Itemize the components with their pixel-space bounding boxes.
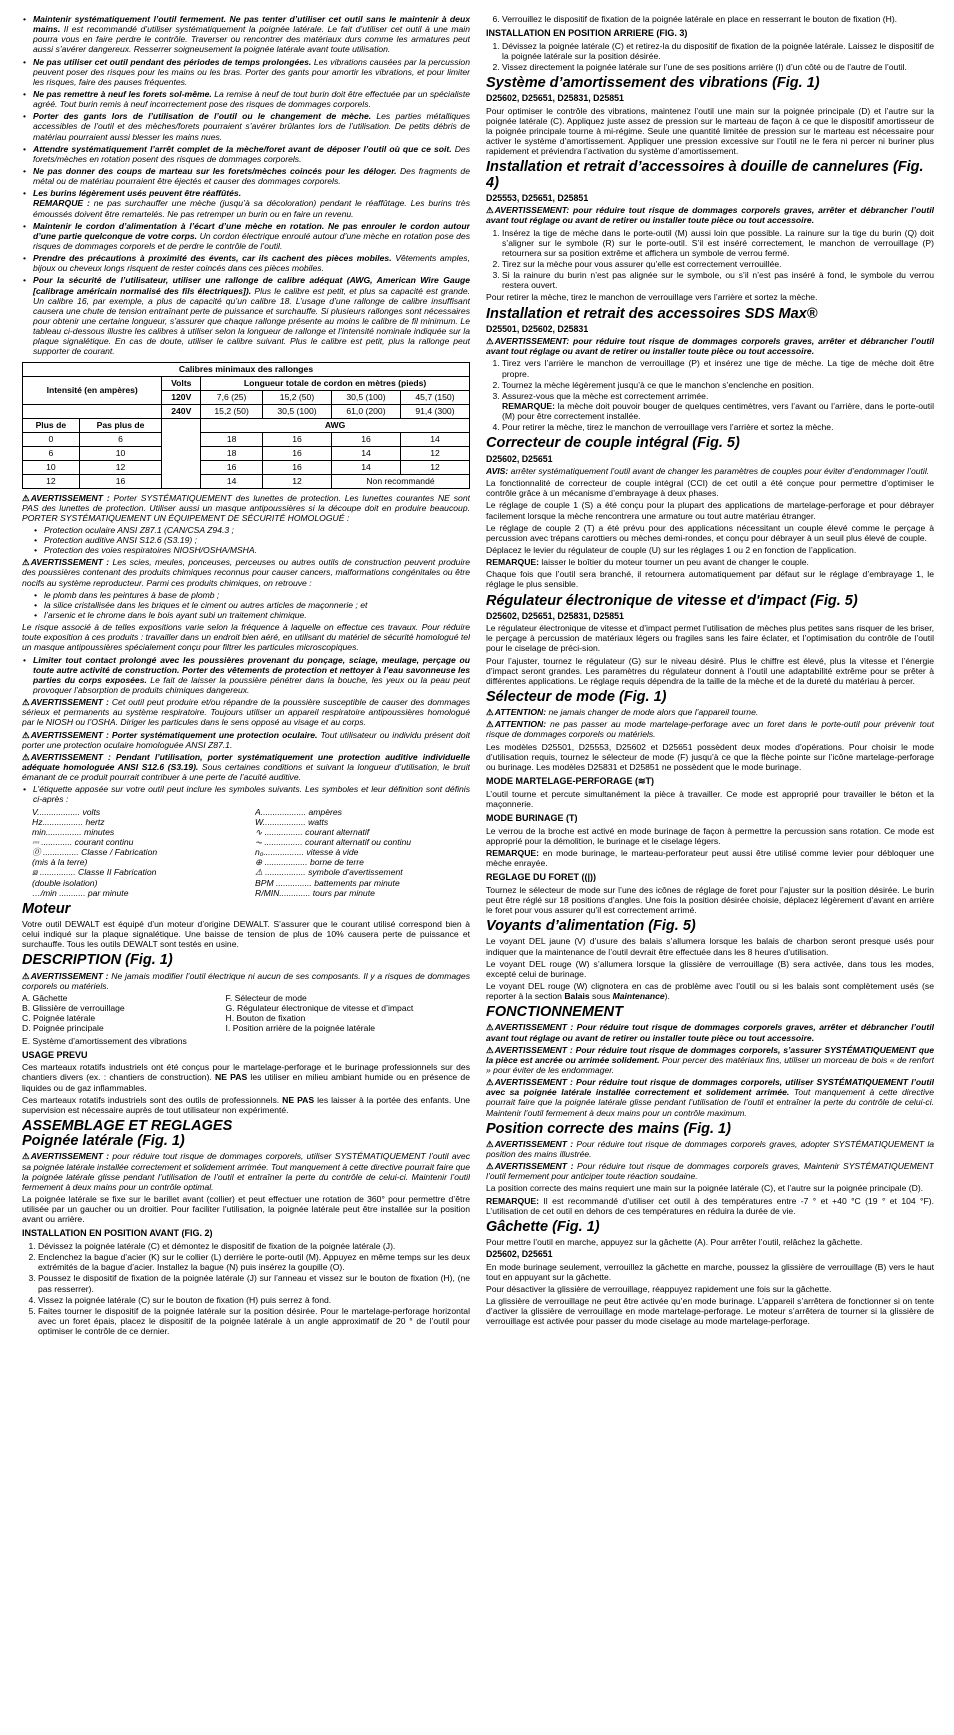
section-heading-moteur: Moteur: [22, 900, 71, 917]
table-intensity-header: Intensité (en ampères): [23, 376, 162, 404]
section-heading-description: DESCRIPTION (Fig. 1): [22, 952, 173, 969]
safety-bullet: • Porter des gants lors de l’utilisation de l’outil ou le changement de mèche. Les parties métalliques accessibles de l’outil et des mèches/forets pourraient s’avérer brûlantes lors de l’utilisation. De petits débris de matériau pourraient aussi blesser les mains nues.: [33, 111, 470, 141]
gachette-paragraph: La glissière de verrouillage ne peut être activée qu’en mode burinage. L’appareil s’arrêtera de fonctionner si on tente d’activer la glissière de verrouillage en mode martelage-perforage. Le moteur s’arrêtera de tourner si la glissière de verrouillage est activée pour passer du mode ciselage au mode martelage-perforage.: [486, 1296, 934, 1327]
cannelures-steps: [486, 228, 934, 291]
list-item: 4. Pour retirer la mèche, tirez le manchon de verrouillage vers l’arrière et sortez la mèche.: [502, 422, 934, 432]
warning-icon: ⚠: [486, 1161, 494, 1172]
voyants-paragraph: Le voyant DEL rouge (W) s’allumera lorsque la glissière de verrouillage (B) sera activée, dans tous les modes, excepté celui de burinage.: [486, 958, 934, 979]
voyants-paragraph: Le voyant DEL rouge (W) clignotera en cas de problème avec l’outil ou si les balais sont complètement usés (se reporter à la section Balais sous Maintenance).: [486, 980, 934, 1002]
safety-bullet: • Ne pas donner des coups de marteau sur les forets/mèches coincés pour les déloger. Des fragments de métal ou de matériau pourraient être éjectés et causer des dommages corporels.: [33, 166, 470, 186]
couple-paragraph: Chaque fois que l’outil sera branché, il retournera automatiquement par défaut sur le réglage d’embrayage 1, le réglage le plus sensible.: [486, 569, 934, 590]
table-cell: Plus de: [23, 418, 80, 432]
table-cell: 30,5 (100): [263, 404, 332, 418]
safety-bullet: • Maintenir systématiquement l’outil fermement. Ne pas tenter d’utiliser cet outil sans le maintenir à deux mains. Il est recommandé d’utiliser systématiquement la poignée latérale. Le fait d’utiliser cet outil à une main pourra vous en faire perdre le contrôle. Traverser ou rencontrer des matériaux durs comme les armatures peut aussi s’avérer dangereux. Resserrer soigneusement la poignée latérale avant toute utilisation.: [33, 14, 470, 55]
model-numbers: D25553, D25651, D25851: [486, 192, 589, 203]
burinage-paragraph: Le verrou de la broche est activé en mode burinage de façon à permettre la percussion sans rotation. Ce mode est approprié pour la démolition, le burinage et le ciselage légers.: [486, 825, 934, 846]
section-heading-voyants: Voyants d’alimentation (Fig. 5): [486, 918, 696, 935]
avant-steps-cont: [486, 14, 934, 24]
list-item: 6. Verrouillez le dispositif de fixation de la poignée latérale en place en resserrant le bouton de fixation (H).: [502, 14, 934, 24]
bit-rotate-icon: (|): [584, 872, 594, 883]
list-item: • la silice cristallisée dans les briques et le ciment ou autres articles de maçonnerie ; et: [44, 600, 470, 610]
symbol-item: BPM ............... battements par minute: [255, 877, 400, 888]
list-item: F. Sélecteur de mode: [225, 992, 307, 1003]
list-item: • le plomb dans les peintures à base de plomb ;: [44, 590, 470, 600]
poignee-paragraph: La poignée latérale se fixe sur le barillet avant (collier) et peut effectuer une rotation de 360° pour permettre d’être utilisée par un gaucher ou un droitier. Pour faciliter l’utilisation, la poignée latérale peut être installée sur la position avant ou arrière.: [22, 1194, 470, 1225]
couple-paragraph: Le réglage de couple 1 (S) a été conçu pour la plupart des applications de martelage-perforage et pour débrayer facilement lorsque la mèche rencontrera une armature ou tout autre matériau étranger.: [486, 500, 934, 521]
regulateur-paragraph: Le régulateur électronique de vitesse et d’impact permet l’utilisation de mèches plus petites sans risquer de les briser, le perçage à percussion de matériaux légers ou fragiles sans les faire éclater, et l’optimisation du contrôle de l’outil pour le ciselage de préci-sion.: [486, 623, 934, 654]
position-paragraph: La position correcte des mains requiert une main sur la poignée latérale (C), et l’autre sur la poignée principale (D).: [486, 1183, 924, 1194]
warning-icon: ⚠: [486, 1022, 494, 1033]
warning-fonctionnement: ⚠AVERTISSEMENT : Pour réduire tout risque de dommages corporels, s’assurer SYSTÉMATIQUEMENT que la pièce est ancrée ou arrimée solidement. Pour percer des matériaux fins, utiliser un morceau de bois « de renfort » pour éviter de les endommager.: [486, 1044, 934, 1075]
list-item: • Protection oculaire ANSI Z87.1 (CAN/CSA Z94.3 ;: [44, 525, 470, 535]
section-heading-poignee: Poignée latérale (Fig. 1): [22, 1133, 185, 1150]
section-heading-cannelures: Installation et retrait d’accessoires à douille de cannelures (Fig. 4): [486, 159, 924, 191]
list-item: A. Gâchette: [22, 992, 68, 1003]
warning-icon: ⚠: [486, 707, 494, 718]
section-heading-fonctionnement: FONCTIONNEMENT: [486, 1004, 623, 1021]
list-item: 3. Assurez-vous que la mèche est correctement arrimée. REMARQUE: la mèche doit pouvoir bouger de quelques centimètres, vers l’avant ou l’arrière, dans le porte-outil (M) pour être correctement installée.: [502, 391, 934, 421]
model-numbers: D25501, D25602, D25831: [486, 323, 589, 334]
list-item: I. Position arrière de la poignée latérale: [225, 1023, 376, 1034]
couple-paragraph: Le réglage de couple 2 (T) a été prévu pour des applications nécessitant un couple élevé comme le perçage à percussion avec trépans carottiers ou mèches demi-rondes, et conçu pour débrayer à un seuil plus élevé de couple.: [486, 522, 934, 543]
section-heading-sds-max: Installation et retrait des accessoires SDS Max®: [486, 305, 818, 322]
table-cell: 7,6 (25): [201, 390, 263, 404]
label-bullet: [22, 784, 470, 804]
arriere-steps: [486, 41, 934, 72]
subheading-arriere: INSTALLATION EN POSITION ARRIERE (FIG. 3): [486, 28, 688, 39]
regulateur-paragraph: Pour l’ajuster, tournez le régulateur (G) sur le niveau désiré. Plus le chiffre est élevé, plus la vitesse et l’énergie d’impact seront grandes. Les paramètres du régulateur donnent à l’outil une adaptabilité extrême pour se prêter à différentes applications. Le réglage requis dépendra de la taille de la mèche et de la dureté du matériau à percer.: [486, 655, 934, 686]
warning-icon: ⚠: [486, 719, 494, 730]
sds-steps: [486, 358, 934, 432]
right-column: [486, 14, 934, 1727]
table-row: 12 16 14 12 Non recommandé: [23, 474, 470, 488]
warning-eye: ⚠AVERTISSEMENT : Porter systématiquement une protection oculaire. Tout utilisateur ou individu présent doit porter une protection oculaire homologuée ANSI Z87.1.: [22, 729, 470, 750]
symbol-item: (mis à la terre): [32, 857, 88, 868]
safety-bullet: • Ne pas remettre à neuf les forets sol-même. La remise à neuf de tout burin doit être effectuée par un spécialiste agréé. Tout burin remis à neuf incorrectement pose des risques de dommages corporels.: [33, 89, 470, 109]
symbol-item: R/MIN............. tours par minute: [255, 887, 375, 898]
subheading-burinage: MODE BURINAGE (T): [486, 812, 578, 823]
warning-modify: ⚠AVERTISSEMENT : Ne jamais modifier l’outil électrique ni aucun de ses composants. Il y a risques de dommages corporels ou matériels.: [22, 970, 470, 991]
symbol-item: ∿ ................ courant alternatif: [255, 826, 370, 837]
table-cell: 61,0 (200): [331, 404, 400, 418]
amortissement-paragraph: Pour optimiser le contrôle des vibrations, maintenez l’outil une main sur la poignée principale (D) et l’autre sur la poignée latérale (C). Appliquez juste assez de pression sur le marteau de façon à ce que le dispositif amortisseur de la poignée principale tourne à mi-régime. Seule une quantité limitée de pression sur le marteau est nécessaire pour activer le système d’amortissement. Appliquer une pression excessive sur l’outil ne le fera ni percer ni buriner plus rapidement et préviendra l’activation du système d’amortissement.: [486, 105, 934, 157]
notice-couple: AVIS: arrêter systématiquement l’outil avant de changer les paramètres de couples pour éviter d’endommager l’outil.: [486, 466, 930, 476]
symbol-item: A................... ampères: [255, 806, 342, 817]
couple-remark: REMARQUE: laisser le boîtier du moteur tourner un peu avant de changer le couple.: [486, 557, 809, 568]
list-item: 3. Si la rainure du burin n’est pas alignée sur le symbole, ou s’il n’est pas inséré à fond, le symbole du verrou restera ouvert.: [502, 270, 934, 290]
list-item: • Protection des voies respiratoires NIOSH/OSHA/MSHA.: [44, 545, 470, 555]
section-heading-regulateur: Régulateur électronique de vitesse et d'impact (Fig. 5): [486, 592, 858, 609]
model-numbers: D25602, D25651, D25831, D25851: [486, 610, 624, 621]
list-item: 2. Vissez directement la poignée latérale sur l’une de ses positions arrière (I) d’un côté ou de l’autre de l’outil.: [502, 62, 934, 72]
section-heading-position: Position correcte des mains (Fig. 1): [486, 1120, 731, 1137]
couple-paragraph: Déplacez le levier du régulateur de couple (U) sur les réglages 1 ou 2 en fonction de l’application.: [486, 544, 857, 555]
section-heading-gachette: Gâchette (Fig. 1): [486, 1218, 600, 1235]
list-item: 4. Vissez la poignée latérale (C) sur le bouton de fixation (H) puis serrez à fond.: [38, 1295, 470, 1305]
symbol-item: ⚠ ................. symbole d’avertissement: [255, 867, 403, 878]
chisel-icon: T: [569, 812, 575, 823]
safety-bullet: • Pour la sécurité de l’utilisateur, utiliser une rallonge de calibre adéquat (AWG, American Wire Gauge [calibrage américain normalisé des fils électriques]). Plus le calibre est petit, et plus sa capacité est grande. Un calibre 16, par exemple, a plus de capacité qu’un calibre 18. L’usage d’une rallonge de calibre insuffisant causera une chute de tension entraînant perte de puissance et surchauffe. Si plusieurs rallonges sont nécessaires pour obtenir une certaine longueur, s’assurer que chaque rallonge présente au moins le calibre de fil minimum. Le tableau ci-dessous illustre les calibres à utiliser selon la longueur de rallonge et l’intensité nominale indiquée sur la plaque signalétique. En cas de doute, utiliser le calibre suivant. Plus le calibre est petit, plus la rallonge peut supporter de courant.: [33, 275, 470, 356]
protection-list: [22, 525, 470, 555]
table-title: Calibres minimaux des rallonges: [23, 362, 470, 376]
model-numbers: D25602, D25651: [486, 1249, 553, 1260]
list-item: • Protection auditive ANSI S12.6 (S3.19) ;: [44, 535, 470, 545]
table-row: 0 6 18 16 16 14: [23, 432, 470, 446]
list-item: 1. Dévissez la poignée latérale (C) et retirez-la du dispositif de fixation de la poignée latérale. Laissez le dispositif de la poignée latérale sur la position désirée.: [502, 41, 934, 61]
warning-eye-protection: ⚠AVERTISSEMENT : Porter SYSTÉMATIQUEMENT des lunettes de protection. Les lunettes courantes NE sont PAS des lunettes de protection. Utiliser aussi un masque antipoussières si la découpe doit en produire beaucoup. PORTER SYSTÉMATIQUEMENT UN ÉQUIPEMENT DE SÉCURITÉ HOMOLOGUÉ :: [22, 492, 470, 523]
usage-paragraph: Ces marteaux rotatifs industriels sont des outils de professionnels. NE PAS les laisser à la portée des enfants. Une supervision est nécessaire auprès de tout utilisateur non expérimenté.: [22, 1094, 470, 1115]
symbol-item: ⏦ ................ courant alternatif ou continu: [255, 837, 412, 847]
safety-bullet: • Prendre des précautions à proximité des évents, car ils cachent des pièces mobiles. Vêtements amples, bijoux ou cheveux longs risquent de rester coincés dans ces pièces mobiles.: [33, 253, 470, 273]
parts-list: [22, 993, 470, 1034]
table-cell: 120V: [162, 390, 201, 404]
section-heading-couple: Correcteur de couple intégral (Fig. 5): [486, 435, 740, 452]
warning-sds: ⚠AVERTISSEMENT: pour réduire tout risque de dommages corporels graves, arrêter et débrancher l’outil avant tout réglage ou avant de retirer ou installer toute pièce ou tout accessoire.: [486, 336, 934, 357]
moteur-paragraph: Votre outil DEWALT est équipé d’un moteur d’origine DEWALT. S’assurer que le courant utilisé correspond bien à celui indiqué sur la plaque signalétique. Une baisse de tension de plus de 10% causera perte de puissance et surchauffe. Tous les outils DEWALT sont testés en usine.: [22, 919, 470, 950]
symbol-item: ⧈ ............... Classe II Fabrication: [32, 867, 157, 878]
symbol-item: …/min ........... par minute: [32, 887, 129, 898]
warning-fonctionnement: ⚠AVERTISSEMENT : Pour réduire tout risque de dommages corporels, utiliser SYSTÉMATIQUEMENT l’outil avec sa poignée latérale installée correctement et solidement arrimée. Tout manquement à cette directive pourrait faire que la poignée latérale glisse pendant l’utilisation de l’outil et entraîner la perte du contrôle de celui-ci. Maintenir l’outil fermement à deux mains pour un contrôle maximum.: [486, 1077, 934, 1118]
warning-dust-chemicals: ⚠AVERTISSEMENT : Les scies, meules, ponceuses, perceuses ou autres outils de construction peuvent produire des poussières contenant des produits chimiques reconnus pour causer cancers, malformations congénitales ou être nocifs au système reproducteur. Parmi ces produits chimiques, on retrouve :: [22, 557, 470, 588]
list-item: • l’arsenic et le chrome dans le bois ayant subi un traitement chimique.: [44, 610, 470, 620]
extension-cord-table: [22, 362, 470, 489]
subheading-usage: USAGE PREVU: [22, 1049, 88, 1060]
warning-icon: ⚠: [22, 970, 30, 981]
symbol-item: min............... minutes: [32, 826, 115, 837]
safety-bullet: • L’étiquette apposée sur votre outil peut inclure les symboles suivants. Les symboles et leur définition sont définis ci-après :: [33, 784, 470, 804]
list-item: E. Système d’amortissement des vibrations: [22, 1035, 187, 1046]
list-item: 3. Poussez le dispositif de fixation de la poignée latérale (J) sur l’anneau et vissez sur le bouton de fixation (H), (ne pas resserrer).: [38, 1273, 470, 1293]
table-cell: 30,5 (100): [331, 390, 400, 404]
list-item: 1. Tirez vers l’arrière le manchon de verrouillage (P) et insérez une tige de mèche. La tige de mèche doit être propre.: [502, 358, 934, 378]
hammer-drill-icon: ≋T: [638, 776, 652, 787]
safety-bullets: [22, 14, 470, 357]
list-item: D. Poignée principale: [22, 1023, 104, 1034]
caution-mode: ⚠ATTENTION: ne pas passer au mode martelage-perforage avec un foret dans le porte-outil pour prévenir tout risque de dommages corporels ou matériels.: [486, 719, 934, 740]
table-cell: 15,2 (50): [263, 390, 332, 404]
safety-bullet: • Les burins légèrement usés peuvent être réaffûtés. REMARQUE : ne pas surchauffer une mèche (jusqu’à sa décoloration) pendant le réaffûtage. Les burins très émoussés doivent être remartelés. Ne pas retremper un burin ou en faire un revenu.: [33, 188, 470, 218]
symbols-list: [32, 807, 470, 898]
avant-steps: [22, 1241, 470, 1336]
symbol-item: V.................. volts: [32, 806, 101, 817]
warning-icon: ⚠: [22, 557, 30, 568]
table-row: 6 10 18 16 14 12: [23, 446, 470, 460]
symbol-item: n₀................. vitesse à vide: [255, 847, 359, 858]
chemicals-list: [22, 590, 470, 620]
table-cell: 240V: [162, 404, 201, 418]
cannelures-remove: Pour retirer la mèche, tirez le manchon de verrouillage vers l’arrière et sortez la mèche.: [486, 292, 818, 303]
warning-fonctionnement: ⚠AVERTISSEMENT : Pour réduire tout risque de dommages corporels graves, arrêter et débrancher l’outil avant tout réglage ou avant de retirer ou installer toute pièce ou tout accessoire.: [486, 1022, 934, 1043]
list-item: 2. Enclenchez la bague d’acier (K) sur le collier (L) derrière le porte-outil (M). Appuyez en même temps sur les deux extrémités de la bague d’acier. Installez la bague (N) puis insérez la goupille (O).: [38, 1252, 470, 1272]
list-item: H. Bouton de fixation: [225, 1013, 306, 1024]
warning-icon: ⚠: [486, 336, 494, 347]
mode-paragraph: Les modèles D25501, D25553, D25602 et D25651 possèdent deux modes d’opérations. Pour choisir le mode d’utilisation requis, tournez le sélecteur de mode (F) jusqu’à ce que la flèche pointe sur l’icône martelage-perforage ou burinage. Les modèles D25831 et D25851 ne possèdent que le mode burinage.: [486, 741, 934, 772]
symbol-item: ⊕ .................. borne de terre: [255, 857, 364, 868]
usage-paragraph: Ces marteaux rotatifs industriels ont été conçus pour le martelage-perforage et le burinage professionnels sur des chantiers divers (ex. : chantiers de construction). NE PAS les utiliser en milieu ambiant humide ou en présence de liquides ou de gaz inflammables.: [22, 1062, 470, 1093]
safety-bullet: • Maintenir le cordon d’alimentation à l’écart d’une mèche en rotation. Ne pas enrouler le cordon autour d’une partie quelconque de votre corps. Un cordon électrique enroulé autour d’une mèche en rotation pose des risques de dommages corporels et de perdre le contrôle de l’outil.: [33, 221, 470, 251]
position-remark: REMARQUE: Il est recommandé d’utiliser cet outil à des températures entre -7 ° et +40 °C (19 ° et 104 °F). L’utilisation de cet outil en dehors de ces températures en réduira la durée de vie.: [486, 1195, 934, 1216]
warning-icon: ⚠: [486, 205, 494, 216]
reglage-foret-paragraph: Tournez le sélecteur de mode sur l’une des icônes de réglage de foret pour l’ajuster sur la position désirée. Le burin peut être réglé sur 18 positions d’angles. Une fois la position désirée choisie, déplacez légèrement d’avant en arrière le foret pour vous assurer qu’il est correctement arrimé.: [486, 884, 934, 915]
gachette-paragraph: En mode burinage seulement, verrouillez la gâchette en marche, poussez la glissière de verrouillage (B) vers le haut tout en appuyant sur la gâchette.: [486, 1261, 934, 1282]
warning-respiratory: ⚠AVERTISSEMENT : Cet outil peut produire et/ou répandre de la poussière susceptible de causer des dommages sérieux et permanents au système respiratoire. Toujours utiliser un appareil respiratoire antipoussières homologué par le NIOSH ou l’OSHA. Diriger les particules dans le sens opposé au visage et au corps.: [22, 697, 470, 728]
section-heading-amortissement: Système d’amortissement des vibrations (Fig. 1): [486, 75, 820, 92]
list-item: C. Poignée latérale: [22, 1013, 96, 1024]
left-column: [22, 14, 470, 1727]
section-heading-assemblage: ASSEMBLAGE ET REGLAGES: [22, 1118, 233, 1134]
table-cell: AWG: [201, 418, 470, 432]
list-item: 1. Dévissez la poignée latérale (C) et démontez le dispositif de fixation de la poignée latérale (J).: [38, 1241, 470, 1251]
voyants-paragraph: Le voyant DEL jaune (V) d’usure des balais s’allumera lorsque les balais de charbon seront presque usés pour indiquer que la maintenance de l’outil devrait être effectuée dans les 8 heures d’utilisation.: [486, 936, 934, 957]
subheading-reglage-foret: REGLAGE DU FORET ((|)): [486, 872, 597, 883]
warning-cannelures: ⚠AVERTISSEMENT: pour réduire tout risque de dommages corporels graves, arrêter et débrancher l’outil avant tout réglage ou avant de retirer ou installer toute pièce ou tout accessoire.: [486, 205, 934, 226]
risk-paragraph: Le risque associé à de telles expositions varie selon la fréquence à laquelle on effectue ces travaux. Pour réduire toute exposition à ces produits : travailler dans un endroit bien aéré, en utilisant du matériel de sécurité homologué tel un masque antipoussières spécialement conçu pour filtrer les particules microscopiques.: [22, 622, 470, 653]
section-heading-mode: Sélecteur de mode (Fig. 1): [486, 688, 667, 705]
list-item: G. Régulateur électronique de vitesse et d’impact: [225, 1003, 414, 1014]
symbol-item: ⎓ ............. courant continu: [32, 837, 134, 847]
list-item: 1. Insérez la tige de mèche dans le porte-outil (M) aussi loin que possible. La rainure sur la tige du burin (Q) doit s’aligner sur le symbole (R) sur le porte-outil. S’il est inséré correctement, le manchon de verrouillage (P) retournera sur sa position extrême et affichera un symbole de verrou fermé.: [502, 228, 934, 258]
symbol-item: Hz................. hertz: [32, 816, 105, 827]
warning-icon: ⚠: [22, 1151, 30, 1162]
model-numbers: D25602, D25651: [486, 453, 553, 464]
warning-icon: ⚠: [486, 1077, 494, 1088]
safety-bullet: • Limiter tout contact prolongé avec les poussières provenant du ponçage, sciage, meulage, perçage ou toute autre activité de construction. Porter des vêtements de protection et nettoyer à l’eau savonneuse les parties du corps exposées. Le fait de laisser la poussière pénétrer dans la bouche, les yeux ou la peau peut provoquer l’absorption de produits chimiques dangereux.: [33, 655, 470, 696]
list-item: 2. Tournez la mèche légèrement jusqu’à ce que le manchon s’enclenche en position.: [502, 380, 934, 390]
warning-icon: ⚠: [22, 751, 30, 762]
warning-position: ⚠AVERTISSEMENT : Pour réduire tout risque de dommages corporels graves, adopter SYSTÉMATIQUEMENT la position des mains illustrée.: [486, 1138, 934, 1160]
caution-mode: ⚠ATTENTION: ne jamais changer de mode alors que l’appareil tourne.: [486, 707, 759, 718]
safety-bullet: • Attendre systématiquement l’arrêt complet de la mèche/foret avant de déposer l’outil où que ce soit. Des forets/mèches en rotation posent des risques de dommages corporels.: [33, 144, 470, 164]
model-numbers: D25602, D25651, D25831, D25851: [486, 93, 624, 104]
list-item: 5. Faites tourner le dispositif de la poignée latérale sur la position désirée. Pour le martelage-perforage horizontal avec un foret épais, placez le dispositif de la poignée latérale à un angle approximatif de 20 ° de l’outil pour optimiser le contrôle de ce dernier.: [38, 1306, 470, 1336]
symbol-item: W.................. watts: [255, 816, 329, 827]
warning-hearing: ⚠AVERTISSEMENT : Pendant l’utilisation, porter systématiquement une protection auditive individuelle adéquate homologuée ANSI S12.6 (S3.19). Sous certaines conditions et suivant la longueur d’utilisation, le bruit émanant de ce produit pourrait contribuer à une perte de l’acuité auditive.: [22, 751, 470, 783]
warning-icon: ⚠: [486, 1138, 494, 1149]
symbol-item: (double isolation): [32, 877, 98, 888]
table-row: 10 12 16 16 14 12: [23, 460, 470, 474]
table-length-header: Longueur totale de cordon en mètres (pieds): [201, 376, 470, 390]
warning-position: ⚠AVERTISSEMENT : Pour réduire tout risque de dommages corporels graves, Maintenir SYSTÉMATIQUEMENT l’outil fermement pour anticiper toute réaction soudaine.: [486, 1161, 934, 1182]
list-item: B. Glissière de verrouillage: [22, 1003, 125, 1014]
warning-icon: ⚠: [22, 492, 30, 503]
table-cell: 45,7 (150): [400, 390, 469, 404]
warning-icon: ⚠: [22, 729, 30, 740]
warning-icon: ⚠: [486, 1044, 494, 1055]
burinage-remark: REMARQUE: en mode burinage, le marteau-perforateur peut aussi être utilisé comme levier pour débloquer une mèche enrayée.: [486, 847, 934, 868]
table-cell: 91,4 (300): [400, 404, 469, 418]
table-volts-header: Volts: [162, 376, 201, 390]
gachette-paragraph: Pour désactiver la glissière de verrouillage, réappuyez rapidement une fois sur la gâchette.: [486, 1283, 832, 1294]
martelage-paragraph: L’outil tourne et percute simultanément la pièce à travailler. Ce mode est approprié pour travailler le béton et la maçonnerie.: [486, 788, 934, 809]
list-item: 2. Tirez sur la mèche pour vous assurer qu’elle est correctement verrouillée.: [502, 259, 934, 269]
subheading-martelage: MODE MARTELAGE-PERFORAGE (≋T): [486, 776, 655, 787]
warning-side-handle: ⚠AVERTISSEMENT : pour réduire tout risque de dommages corporels, utiliser SYSTÉMATIQUEMENT l’outil avec sa poignée latérale installée correctement et solidement arrimée. Tout manquement à cette directive pourrait faire que la poignée latérale glisse pendant l’utilisation de l’outil et entraîner la perte du contrôle de celui-ci. Maintenir l’outil fermement à deux mains pour un contrôle optimal.: [22, 1151, 470, 1192]
gachette-paragraph: Pour mettre l’outil en marche, appuyez sur la gâchette (A). Pour arrêter l’outil, relâchez la gâchette.: [486, 1237, 863, 1248]
symbol-item: ⓪ ............... Classe / Fabrication: [32, 847, 158, 858]
dust-bullet-list: [22, 655, 470, 696]
safety-bullet: • Ne pas utiliser cet outil pendant des périodes de temps prolongées. Les vibrations causées par la percussion peuvent poser des risques pour les mains ou les bras. Porter des gants pour amortir les vibrations, et pour limiter les risques, faire des pauses fréquentes.: [33, 57, 470, 87]
subheading-avant: INSTALLATION EN POSITION AVANT (FIG. 2): [22, 1228, 213, 1239]
table-cell: Pas plus de: [79, 418, 162, 432]
table-cell: 15,2 (50): [201, 404, 263, 418]
warning-icon: ⚠: [22, 697, 30, 708]
couple-paragraph: La fonctionnalité de correcteur de couple intégral (CCI) de cet outil a été conçue pour permettre d’optimiser le contrôle grâce à un mécanisme d’embrayage à deux phases.: [486, 478, 934, 499]
